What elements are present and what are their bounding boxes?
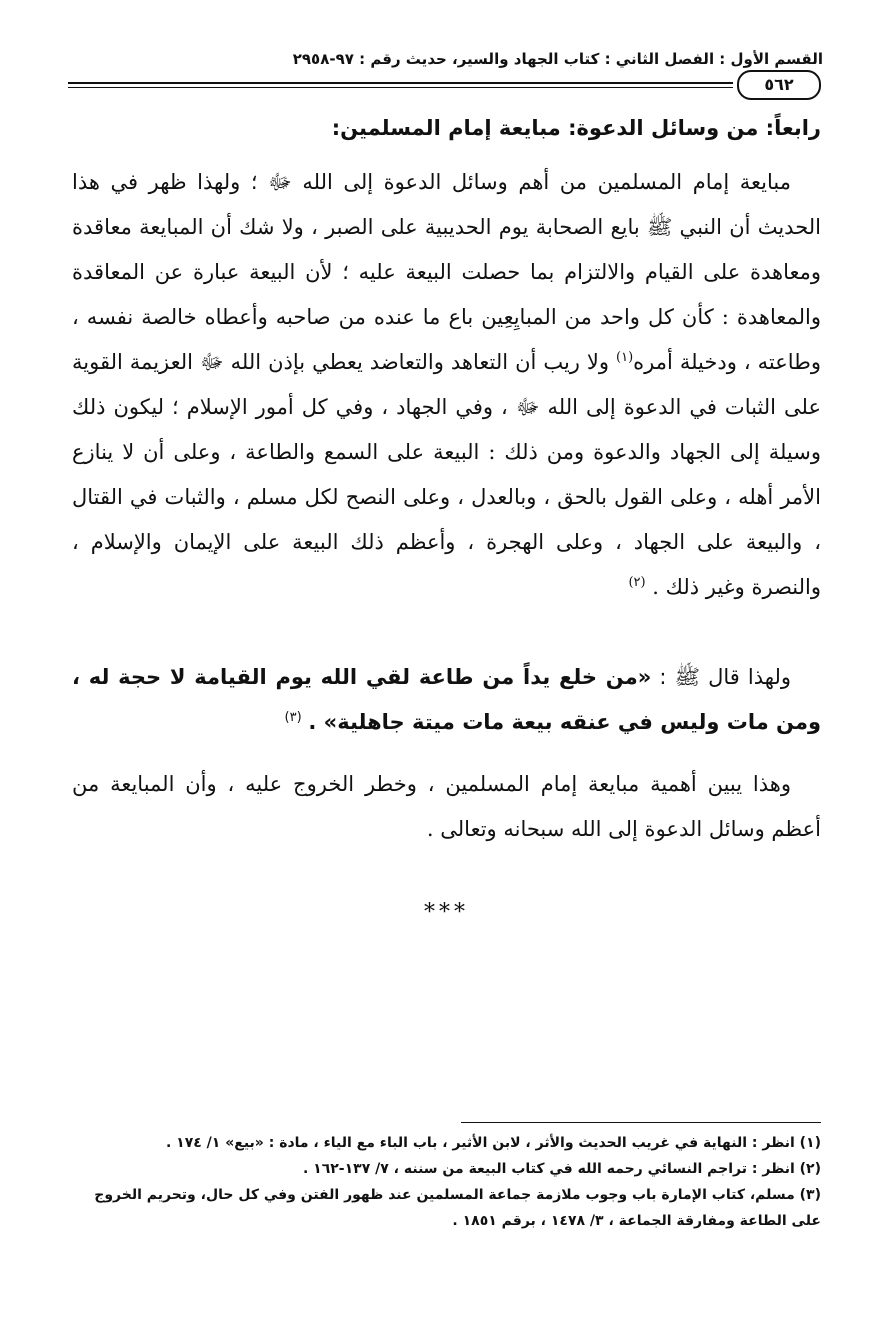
paragraph-1 <box>72 160 821 610</box>
paragraph-1-text-a: مبايعة إمام المسلمين من أهم وسائل الدعوة إلى الله ﷻ ؛ ولهذا ظهر في هذا الحديث أن النبي ﷺ بايع الصحابة يوم الحديبية على الصبر ، ولا شك أن المبايعة معاقدة ومعاهدة على القيام والالتزام بما حصلت البيعة عليه ؛ لأن البيعة عبارة عن المعاقدة والمعاهدة : كأن كل واحد من المبايِعِين باع ما عنده من صاحبه وأعطاه خالصة نفسه ، وطاعته ، ودخيلة أمره <box>72 170 821 374</box>
footnote-1: (١) انظر : النهاية في غريب الحديث والأثر ، لابن الأثير ، باب الباء مع الياء ، مادة : «بيع» ١/ ١٧٤ . <box>165 1135 821 1151</box>
header-rule-thin <box>68 87 733 88</box>
footnote-rule <box>461 1122 821 1123</box>
header-rule <box>68 82 733 84</box>
paragraph-2 <box>72 655 821 745</box>
footnote-3: (٣) مسلم، كتاب الإمارة باب وجوب ملازمة جماعة المسلمين عند ظهور الفتن وفي كل حال، وتحريم الخروج على الطاعة ومفارقة الجماعة ، ٣/ ١٤٧٨ ، برقم ١٨٥١ . <box>94 1187 821 1229</box>
paragraph-3: وهذا يبين أهمية مبايعة إمام المسلمين ، وخطر الخروج عليه ، وأن المبايعة من أعظم وسائل الدعوة إلى الله سبحانه وتعالى . <box>72 772 821 841</box>
footnote-ref-1: (١) <box>616 350 634 365</box>
paragraph-2-lead: ولهذا قال ﷺ : <box>651 665 791 689</box>
footnote-ref-2: (٢) <box>628 575 646 590</box>
hadith-quote: «من خلع يداً من طاعة لقي الله يوم القيامة لا حجة له ، ومن مات وليس في عنقه بيعة مات ميتة جاهلية» . <box>72 665 821 734</box>
section-title: رابعاً: من وسائل الدعوة: مبايعة إمام المسلمين: <box>331 116 821 140</box>
footnotes-list <box>72 1130 821 1234</box>
running-header: القسم الأول : الفصل الثاني : كتاب الجهاد والسير، حديث رقم : ٩٧-٢٩٥٨ <box>292 50 823 68</box>
section-ornament: *** <box>424 900 469 925</box>
paragraph-1-text-b: ولا ريب أن التعاهد والتعاضد يعطي بإذن الله ﷻ العزيمة القوية على الثبات في الدعوة إلى الله ﷻ ، وفي الجهاد ، وفي كل أمور الإسلام ؛ ليكون ذلك وسيلة إلى الجهاد والدعوة ومن ذلك : البيعة على السمع والطاعة ، وعلى أن لا ينازع الأمر أهله ، وعلى القول بالحق ، وبالعدل ، وعلى النصح لكل مسلم ، والثبات في القتال ، والبيعة على الجهاد ، وعلى الهجرة ، وأعظم ذلك البيعة على الإيمان والإسلام ، والنصرة وغير ذلك . <box>72 350 821 599</box>
footnote-2: (٢) انظر : تراجم النسائي رحمه الله في كتاب البيعة من سننه ، ٧/ ١٣٧-١٦٢ . <box>302 1161 821 1177</box>
page-number: ٥٦٢ <box>737 70 821 100</box>
footnote-ref-3: (٣) <box>284 710 302 725</box>
